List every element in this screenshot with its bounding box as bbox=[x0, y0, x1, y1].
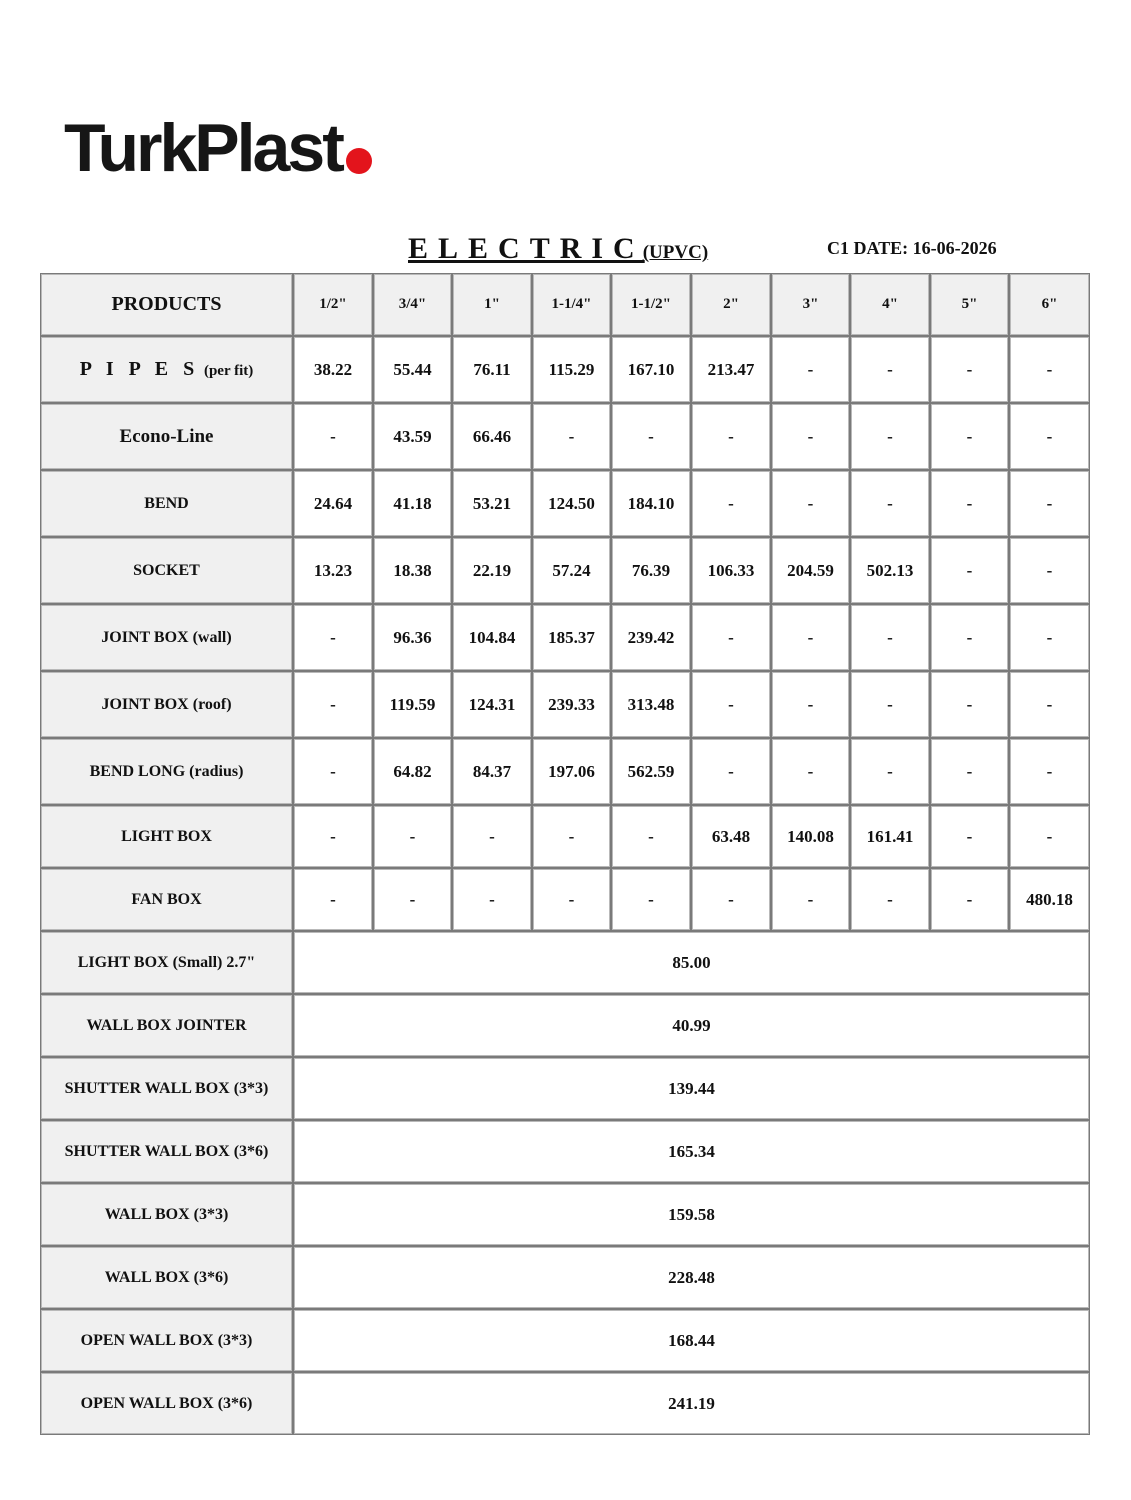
product-label-text: P I P E S bbox=[79, 358, 200, 380]
price-cell: 57.24 bbox=[532, 537, 611, 604]
price-cell: - bbox=[850, 738, 930, 805]
table-row bbox=[40, 868, 1090, 931]
price-cell: - bbox=[771, 671, 850, 738]
price-cell: - bbox=[532, 403, 611, 470]
price-cell: - bbox=[930, 805, 1009, 868]
size-header: 1-1/2" bbox=[611, 273, 691, 336]
price-cell: - bbox=[691, 604, 771, 671]
price-cell: - bbox=[850, 868, 930, 931]
product-label-suffix: (per fit) bbox=[203, 363, 254, 379]
product-label: WALL BOX (3*6) bbox=[40, 1246, 293, 1309]
size-header: 3" bbox=[771, 273, 850, 336]
price-table bbox=[40, 273, 1090, 1435]
price-cell: 213.47 bbox=[691, 336, 771, 403]
price-cell: 85.00 bbox=[293, 931, 1090, 994]
price-cell: 124.31 bbox=[452, 671, 532, 738]
price-cell: 106.33 bbox=[691, 537, 771, 604]
price-cell: 161.41 bbox=[850, 805, 930, 868]
size-header: 3/4" bbox=[373, 273, 452, 336]
price-cell: - bbox=[771, 403, 850, 470]
price-cell: - bbox=[930, 336, 1009, 403]
table-row bbox=[40, 470, 1090, 537]
product-label: LIGHT BOX (Small) 2.7" bbox=[40, 931, 293, 994]
price-cell: - bbox=[611, 403, 691, 470]
price-cell: 55.44 bbox=[373, 336, 452, 403]
size-header: 4" bbox=[850, 273, 930, 336]
price-date: C1 DATE: 16-06-2026 bbox=[827, 238, 997, 258]
price-cell: - bbox=[691, 738, 771, 805]
price-cell: 165.34 bbox=[293, 1120, 1090, 1183]
price-cell: 43.59 bbox=[373, 403, 452, 470]
product-label: BEND bbox=[40, 470, 293, 537]
price-cell: - bbox=[771, 604, 850, 671]
product-label: OPEN WALL BOX (3*6) bbox=[40, 1372, 293, 1435]
price-cell: 63.48 bbox=[691, 805, 771, 868]
heading-title: ELECTRIC bbox=[408, 232, 645, 265]
price-cell: - bbox=[930, 738, 1009, 805]
price-cell: 13.23 bbox=[293, 537, 373, 604]
price-cell: 124.50 bbox=[532, 470, 611, 537]
price-cell: - bbox=[850, 470, 930, 537]
price-cell: - bbox=[1009, 738, 1090, 805]
price-cell: - bbox=[691, 470, 771, 537]
price-cell: - bbox=[532, 805, 611, 868]
table-row bbox=[40, 1057, 1090, 1120]
table-row bbox=[40, 403, 1090, 470]
price-cell: - bbox=[1009, 805, 1090, 868]
price-cell: 66.46 bbox=[452, 403, 532, 470]
price-cell: - bbox=[452, 868, 532, 931]
price-cell: 197.06 bbox=[532, 738, 611, 805]
product-label: JOINT BOX (wall) bbox=[40, 604, 293, 671]
product-label bbox=[40, 336, 293, 403]
product-label: JOINT BOX (roof) bbox=[40, 671, 293, 738]
price-cell: - bbox=[1009, 537, 1090, 604]
price-cell: 76.11 bbox=[452, 336, 532, 403]
price-cell: 239.42 bbox=[611, 604, 691, 671]
price-cell: - bbox=[771, 336, 850, 403]
price-cell: 53.21 bbox=[452, 470, 532, 537]
size-header: 1" bbox=[452, 273, 532, 336]
price-cell: - bbox=[611, 805, 691, 868]
price-cell: 18.38 bbox=[373, 537, 452, 604]
logo-wordmark: TurkPlast bbox=[64, 110, 342, 186]
table-row bbox=[40, 604, 1090, 671]
price-cell: 184.10 bbox=[611, 470, 691, 537]
price-cell: 168.44 bbox=[293, 1309, 1090, 1372]
table-row bbox=[40, 931, 1090, 994]
table-row bbox=[40, 671, 1090, 738]
price-cell: - bbox=[930, 537, 1009, 604]
price-cell: 40.99 bbox=[293, 994, 1090, 1057]
table-header-row bbox=[40, 273, 1090, 336]
price-cell: 313.48 bbox=[611, 671, 691, 738]
price-cell: - bbox=[1009, 671, 1090, 738]
price-cell: - bbox=[691, 868, 771, 931]
table-row bbox=[40, 738, 1090, 805]
product-label: SOCKET bbox=[40, 537, 293, 604]
price-cell: 84.37 bbox=[452, 738, 532, 805]
table-row bbox=[40, 537, 1090, 604]
price-cell: - bbox=[691, 671, 771, 738]
price-cell: 104.84 bbox=[452, 604, 532, 671]
price-cell: 562.59 bbox=[611, 738, 691, 805]
price-cell: - bbox=[1009, 604, 1090, 671]
product-label: LIGHT BOX bbox=[40, 805, 293, 868]
price-cell: - bbox=[930, 403, 1009, 470]
size-header: 2" bbox=[691, 273, 771, 336]
price-cell: 185.37 bbox=[532, 604, 611, 671]
price-cell: - bbox=[1009, 470, 1090, 537]
price-cell: - bbox=[452, 805, 532, 868]
table-row bbox=[40, 994, 1090, 1057]
product-label: WALL BOX (3*3) bbox=[40, 1183, 293, 1246]
price-cell: 119.59 bbox=[373, 671, 452, 738]
price-cell: - bbox=[373, 868, 452, 931]
table-row bbox=[40, 336, 1090, 403]
price-cell: 41.18 bbox=[373, 470, 452, 537]
price-cell: 64.82 bbox=[373, 738, 452, 805]
price-cell: - bbox=[293, 868, 373, 931]
price-cell: - bbox=[930, 671, 1009, 738]
price-cell: - bbox=[532, 868, 611, 931]
price-cell: - bbox=[611, 868, 691, 931]
price-cell: - bbox=[293, 671, 373, 738]
price-cell: - bbox=[930, 604, 1009, 671]
price-cell: 480.18 bbox=[1009, 868, 1090, 931]
section-heading bbox=[408, 232, 708, 266]
turkplast-logo bbox=[64, 108, 372, 188]
price-cell: - bbox=[850, 671, 930, 738]
price-cell: - bbox=[850, 336, 930, 403]
price-cell: 24.64 bbox=[293, 470, 373, 537]
price-cell: - bbox=[850, 403, 930, 470]
price-cell: - bbox=[293, 738, 373, 805]
product-label: SHUTTER WALL BOX (3*6) bbox=[40, 1120, 293, 1183]
size-header: 5" bbox=[930, 273, 1009, 336]
price-cell: 502.13 bbox=[850, 537, 930, 604]
price-cell: 241.19 bbox=[293, 1372, 1090, 1435]
price-cell: 228.48 bbox=[293, 1246, 1090, 1309]
product-label: Econo-Line bbox=[40, 403, 293, 470]
price-cell: 139.44 bbox=[293, 1057, 1090, 1120]
price-cell: - bbox=[691, 403, 771, 470]
price-cell: - bbox=[771, 868, 850, 931]
table-row bbox=[40, 1372, 1090, 1435]
price-cell: - bbox=[293, 805, 373, 868]
price-cell: 22.19 bbox=[452, 537, 532, 604]
table-row bbox=[40, 1309, 1090, 1372]
product-label: FAN BOX bbox=[40, 868, 293, 931]
price-cell: - bbox=[1009, 336, 1090, 403]
table-row bbox=[40, 805, 1090, 868]
size-header: 6" bbox=[1009, 273, 1090, 336]
price-cell: - bbox=[930, 868, 1009, 931]
price-cell: - bbox=[771, 738, 850, 805]
price-cell: 115.29 bbox=[532, 336, 611, 403]
price-cell: 96.36 bbox=[373, 604, 452, 671]
size-header: 1-1/4" bbox=[532, 273, 611, 336]
products-header: PRODUCTS bbox=[40, 273, 293, 336]
price-cell: 76.39 bbox=[611, 537, 691, 604]
price-cell: 204.59 bbox=[771, 537, 850, 604]
price-cell: 38.22 bbox=[293, 336, 373, 403]
price-cell: 159.58 bbox=[293, 1183, 1090, 1246]
price-cell: - bbox=[771, 470, 850, 537]
price-cell: - bbox=[1009, 403, 1090, 470]
price-cell: - bbox=[850, 604, 930, 671]
product-label: BEND LONG (radius) bbox=[40, 738, 293, 805]
price-cell: - bbox=[373, 805, 452, 868]
price-cell: - bbox=[930, 470, 1009, 537]
product-label: OPEN WALL BOX (3*3) bbox=[40, 1309, 293, 1372]
price-cell: - bbox=[293, 604, 373, 671]
table-row bbox=[40, 1120, 1090, 1183]
product-label: SHUTTER WALL BOX (3*3) bbox=[40, 1057, 293, 1120]
logo-red-dot bbox=[346, 148, 372, 174]
table-row bbox=[40, 1246, 1090, 1309]
price-cell: 140.08 bbox=[771, 805, 850, 868]
product-label: WALL BOX JOINTER bbox=[40, 994, 293, 1057]
price-cell: 167.10 bbox=[611, 336, 691, 403]
size-header: 1/2" bbox=[293, 273, 373, 336]
price-cell: - bbox=[293, 403, 373, 470]
table-row bbox=[40, 1183, 1090, 1246]
heading-subtitle: (UPVC) bbox=[642, 242, 709, 263]
price-cell: 239.33 bbox=[532, 671, 611, 738]
